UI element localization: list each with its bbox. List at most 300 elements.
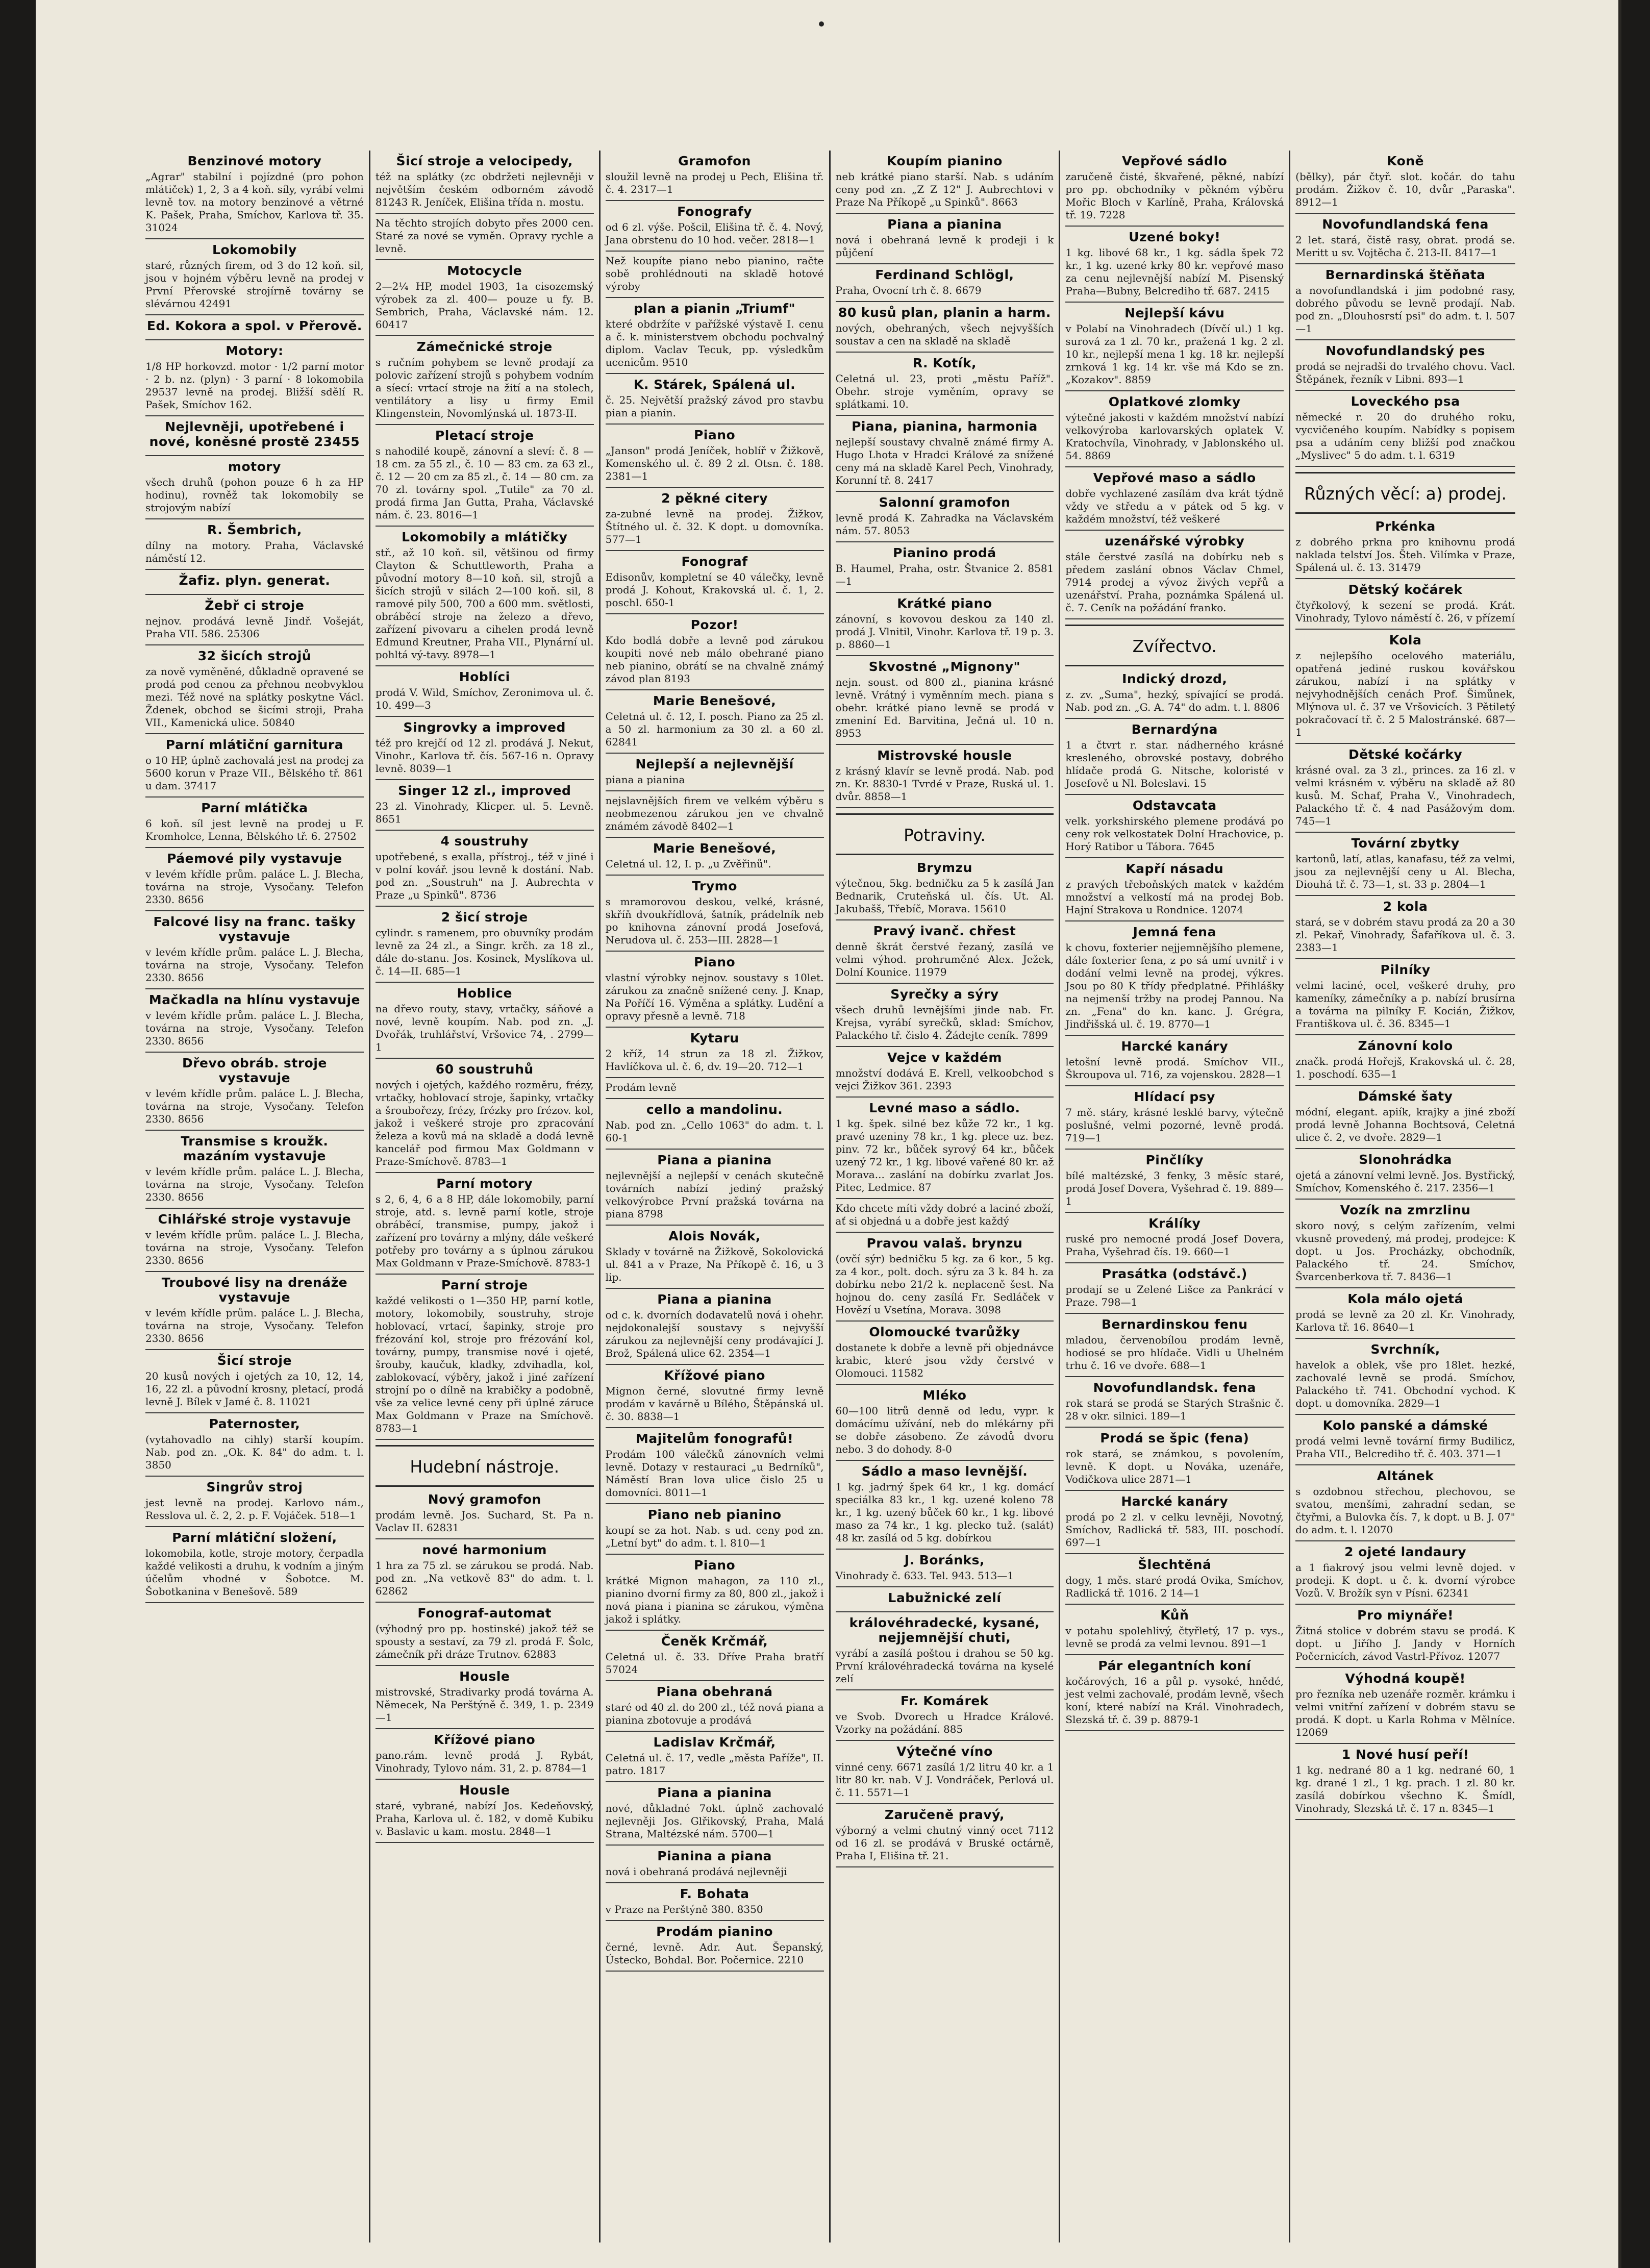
ad-body: za nově vyměněné, důkladně opravené se prodá pod cenou za přehnou neobvyklou mezi. Též nové na splátky poskytne Václ. Ždenek, obchod se šicími stroji, Praha VII., Kamenická ulice. 50840 [145, 665, 364, 729]
ad-heading: cello a mandolinu. [646, 1102, 783, 1117]
ad-heading: Výtečné víno [896, 1744, 993, 1759]
ad-body: ruské pro nemocné prodá Josef Dovera, Praha, Vyšehrad čís. 19. 660—1 [1065, 1233, 1284, 1258]
classified-ad [1065, 151, 1284, 227]
ad-heading: Parní stroje [441, 1278, 528, 1292]
ad-body: havelok a oblek, vše pro 18let. hezké, zachovalé levně se prodá. Smíchov, Palackého tř. 741. Obchodní vychod. K dopt. u domovníka. 2829—1 [1295, 1359, 1515, 1409]
classified-ad [606, 1028, 824, 1078]
classified-ad [606, 1883, 824, 1921]
ad-body: prodá V. Wild, Smíchov, Zeronimova ul. č. 10. 499—3 [375, 686, 594, 711]
classified-ad [606, 1150, 824, 1226]
ad-heading: Šicí stroje [217, 1353, 292, 1368]
section-heading: Potraviny. [836, 813, 1054, 855]
ad-heading: Harcké kanáry [1121, 1039, 1229, 1054]
ad-heading: Marie Benešové, [653, 693, 777, 708]
classified-ad [1295, 214, 1515, 264]
classified-ad [606, 754, 824, 791]
ad-heading: Levné maso a sádlo. [869, 1101, 1020, 1115]
ad-body: 1/8 HP horkovzd. motor · 1/2 parní motor · 2 b. nz. (plyn) · 3 parní · 8 lokomobila 29537 levně na prodej. Bližší sdělí R. Pašek, Smíchov 162. [145, 360, 364, 411]
ad-heading: Gramofon [678, 154, 751, 168]
ad-body: nových i ojetých, každého rozměru, frézy, vrtačky, hoblovací stroje, šapinky, vrtačky a šroubořezy, frézy, frézky pro frézov. kol, jakož i veškeré stroje pro zpracování železa a kovů má na skladě a dodá levně kancelář pod firmou Max Goldmann v Praze-Smíchově. 8783—1 [375, 1079, 594, 1167]
classified-ad [606, 1099, 824, 1150]
column-1 [140, 151, 370, 2242]
ad-body: 2—2¼ HP, model 1903, 1a cisozemský výrobek za zl. 400— pouze u fy. B. Sembrich, Praha, Václavské nám. 12. 60417 [375, 280, 594, 331]
ad-heading: Prkénka [1375, 519, 1436, 534]
classified-ad [1295, 391, 1515, 467]
ad-body: 6 koň. síl jest levně na prodej u F. Kromholce, Lenna, Bělského tř. 6. 27502 [145, 817, 364, 842]
classified-ad [836, 492, 1054, 542]
ad-body: všech druhů levnějšími jinde nab. Fr. Krejsa, vyrábí syrečků, sklad: Smíchov, Palackého tř. čislo 4. Žádejte ceník. 7899 [835, 1004, 1054, 1041]
ad-heading: Dětské kočárky [1348, 747, 1463, 762]
classified-ad [145, 519, 364, 570]
classified-ad [145, 340, 364, 416]
classified-ad [1065, 1263, 1284, 1314]
ad-body: každé velikosti o 1—350 HP, parní kotle, motory, lokomobily, soustruhy, stroje hoblovací, vrtací, šapinky, stroje pro frézování kol, stroje pro frézování kol, továrny, pumpy, transmise nové i ojeté, šrouby, kaučuk, kladky, zdvihadla, kol, zablokovací, výběry, jakož i jiné zařízení strojní po o dílně na krabičky a podobně, vše za velice levné ceny při úplné záruce Max Goldmann v Praze na Smíchově. 8783—1 [375, 1294, 594, 1434]
ad-body: které obdržíte v pařížské výstavě I. cenu a č. k. ministerstvem obchodu pochvalný diplom. Vaclav Tecuk, pp. výsledkům ucenicům. 9510 [605, 318, 824, 368]
ad-body: stř., až 10 koň. sil, většinou od firmy Clayton & Schuttleworth, Praha a původní motory 8—10 koň. sil, strojů a šicích strojů v silách 2—100 koň. sil, 8 ramové pily 500, 700 a 600 mm. světlosti, obráběcí stroje na železo a dřevo, zařízení pivovaru a cihelen prodá levně Edmund Kreutner, Praha VII., Plynární ul. pohltá vý-tavy. 8978—1 [375, 546, 594, 661]
ad-heading: Nejlepší kávu [1124, 306, 1225, 320]
ad-heading: Pianino prodá [893, 545, 996, 560]
classified-ad [836, 1804, 1054, 1867]
ad-heading: Fonografy [677, 204, 753, 219]
ad-body: vinné ceny. 6671 zasílá 1/2 litru 40 kr. a 1 litr 80 kr. nab. V J. Vondráček, Perlová ul. č. 11. 5571—1 [835, 1761, 1054, 1799]
ad-heading: Zaručeně pravý, [884, 1807, 1005, 1822]
ad-body: Sklady v továrně na Žižkově, Sokolovická ul. 841 a v Praze, Na Příkopě č. 16, u 3 lip. [605, 1245, 824, 1283]
ad-body: výtečné jakosti v každém množství nabízí velkovýroba karlovarských oplatek V. Kratochvíla, Vinohrady, v Jablonského ul. 54. 8869 [1065, 411, 1284, 462]
ad-body: dílny na motory. Praha, Václavské náměstí 12. [145, 539, 364, 564]
classified-ad [1065, 858, 1284, 921]
ad-body: velmi laciné, ocel, veškeré druhy, pro kameníky, zámečníky a p. nabízí brusírna a továrna na pilníky F. Kocián, Žižkov, Františkova ul. č. 36. 8345—1 [1295, 979, 1515, 1030]
ad-body: Celetná ul. 23, proti „městu Paříž". Obehr. stroje vyměním, opravy se splátkami. 10. [835, 372, 1054, 410]
ad-heading: Bernardinskou fenu [1101, 1317, 1248, 1332]
classified-ad [606, 1078, 824, 1099]
ad-body: čtyřkolový, k sezení se prodá. Krát. Vinohrady, Tylovo náměstí č. 26, v přízemí [1295, 599, 1515, 624]
ad-body: výtečnou, 5kg. bedničku za 5 k zasílá Jan Bednarik, Cruteňská ul. čís. Ut. Al. Jakubašš, Třebíč, Morava. 15610 [835, 877, 1054, 915]
ad-heading: Loveckého psa [1351, 394, 1460, 409]
ad-heading: Pro miynáře! [1357, 1608, 1454, 1623]
classified-ad [1295, 630, 1515, 744]
ad-heading: Nejlepší a nejlevnější [635, 757, 794, 771]
ad-heading: Parní mlátiční složení, [172, 1530, 337, 1545]
ad-heading: Vepřové maso a sádlo [1093, 470, 1256, 485]
section-heading: Hudební nástroje. [376, 1445, 594, 1487]
printer-mark [819, 21, 824, 27]
section-heading: Zvířectvo. [1065, 625, 1284, 666]
classified-ad [836, 1233, 1054, 1322]
classified-ad [836, 1199, 1054, 1233]
ad-heading: Prasátka (odstávč.) [1102, 1266, 1247, 1281]
classified-ad [1065, 1036, 1284, 1086]
ad-body: Prodám levně [605, 1081, 677, 1093]
classified-ad [376, 1059, 594, 1173]
ad-heading: Ferdinand Schlögl, [875, 267, 1014, 282]
classified-ad [145, 1272, 364, 1350]
ad-heading: Troubové lisy na drenáže vystavuje [161, 1275, 348, 1305]
ad-body: z. zv. „Suma", hezký, spívající se prodá. Nab. pod zn. „G. A. 74" do adm. t. l. 8806 [1065, 688, 1284, 713]
ad-heading: Pletací stroje [435, 428, 534, 443]
ad-body: neb krátké piano starší. Nab. s udáním ceny pod zn. „Z Z 12" J. Aubrechtovi v Praze Na Příkopě „u Spinků". 8663 [835, 170, 1054, 208]
classified-ad [1065, 1491, 1284, 1554]
classified-ad [145, 239, 364, 315]
classified-ad [836, 264, 1054, 302]
classified-ad [1065, 1428, 1284, 1491]
ad-body: 1 kg. nedrané 80 a 1 kg. nedrané 60, 1 kg. drané 1 zl., 1 kg. prach. 1 zl. 80 kr. zasílá dobírkou všechno K. Šmídl, Vinohrady, Slezská tř. č. 17 n. 8345—1 [1295, 1764, 1515, 1814]
ad-heading: Lokomobily [212, 242, 297, 257]
ad-body: letošní levně prodá. Smíchov VII., Škroupova ul. 716, za vojenskou. 2828—1 [1065, 1056, 1284, 1081]
ad-body: Praha, Ovocní trh č. 8. 6679 [835, 284, 982, 296]
classified-ads-grid [140, 151, 1520, 2242]
classified-ad [836, 857, 1054, 920]
ad-body: dostanete k dobře a levně při objednávce krabic, které jsou vždy čerstvé v Olomouci. 11582 [835, 1341, 1054, 1379]
classified-ad [606, 1732, 824, 1782]
ad-body: prodá se nejradši do trvalého chovu. Vacl. Štěpánek, řezník v Libni. 893—1 [1295, 360, 1515, 385]
classified-ad [1065, 795, 1284, 858]
ad-heading: Alois Novák, [668, 1229, 761, 1243]
classified-ad [145, 645, 364, 734]
ad-heading: K. Stárek, Spálená ul. [634, 377, 796, 392]
classified-ad [1295, 340, 1515, 391]
ad-body: Než koupíte piano nebo pianino, račte sobě prohlédnouti na skladě hotové výroby [605, 255, 824, 292]
classified-ad [836, 1461, 1054, 1550]
classified-ad [606, 1428, 824, 1504]
ad-body: s nahodilé koupě, zánovní a sleví: č. 8 — 18 cm. za 55 zl., č. 10 — 83 cm. za 63 zl., č. 12 — 20 cm za 85 zl., č. 14 — 80 cm. za 70 zl. továrny spol. „Tutile" za 70 zl. prodá firma Jan Gutta, Praha, Václavské nám. č. 23. 8016—1 [375, 445, 594, 521]
classified-ad [1065, 303, 1284, 391]
classified-ad [606, 614, 824, 690]
classified-ad [1065, 921, 1284, 1036]
classified-ad [836, 1322, 1054, 1385]
ad-heading: R. Šembrich, [207, 522, 302, 537]
ad-body: Celetná ul. č. 12, I. posch. Piano za 25 zl. a 50 zl. harmonium za 30 zl. a 60 zl. 62841 [605, 710, 824, 748]
ad-body: prodá velmi levně tovární firmy Budilicz, Praha VII., Belcrediho tř. č. 403. 371—1 [1295, 1435, 1515, 1460]
ad-heading: 1 Nové husí peří! [1341, 1747, 1469, 1762]
classified-ad [606, 1555, 824, 1631]
classified-ad [606, 952, 824, 1028]
classified-ad [836, 416, 1054, 492]
ad-body: pano.rám. levně prodá J. Rybát, Vinohrady, Tylovo nám. 31, 2. p. 8784—1 [375, 1749, 594, 1774]
classified-ad [836, 1587, 1054, 1612]
ad-heading: Žebř ci stroje [205, 598, 305, 613]
ad-heading: 2 kola [1383, 899, 1428, 914]
ad-body: s ozdobnou střechou, plechovou, se svatou, menšími, zahradní sedan, se čtyřmi, a Bulovka čís. 7, k dopt. u B. J. 07" do adm. t. l. 12070 [1295, 1485, 1515, 1536]
classified-ad [836, 151, 1054, 214]
classified-ad [1295, 744, 1515, 833]
ad-heading: Transmise s kroužk. mazáním vystavuje [181, 1134, 329, 1163]
classified-ad [606, 151, 824, 201]
ad-heading: Kola [1389, 633, 1422, 647]
ad-body: s ručním pohybem se levně prodají za polovic zařízení strojů s pohybem vodním a síecí: vrtací stroje na žití a na stolech, ventilátory a lisy u firmy Emil Klingenstein, Novomlýnská ul. 1873-II. [375, 356, 594, 419]
classified-ad [836, 1047, 1054, 1098]
ad-heading: Motory: [226, 343, 284, 358]
classified-ad [1065, 1150, 1284, 1213]
classified-ad [606, 488, 824, 551]
classified-ad [1295, 264, 1515, 340]
ad-heading: Singrův stroj [206, 1480, 303, 1494]
ad-body: (výhodný pro pp. hostinské) jakož též se spousty a sestaví, za 79 zl. prodá F. Šolc, zámečník při dráze Trutnov. 62883 [375, 1623, 594, 1660]
ad-heading: Kytaru [690, 1031, 739, 1045]
classified-ad [606, 1226, 824, 1289]
classified-ad [1295, 1035, 1515, 1086]
classified-ad [1065, 467, 1284, 531]
ad-heading: Šicí stroje a velocipedy, [396, 154, 573, 168]
ad-heading: Zámečnické stroje [416, 339, 553, 354]
ad-body: s 2, 6, 4, 6 a 8 HP, dále lokomobily, parní stroje, atd. s. levně parní kotle, stroje obráběcí, transmise, pumpy, jakož i zařízení pro továrny a mlýny, dále veškeré potřeby pro továrny a s úplnou zárukou Max Goldmann v Praze-Smíchově. 8783-1 [375, 1193, 594, 1269]
ad-heading: Parní mlátiční garnitura [165, 737, 344, 752]
ad-heading: Slonohrádka [1359, 1152, 1452, 1167]
ad-body: Celetná ul. 12, I. p. „u Zvěřinů". [605, 858, 771, 870]
classified-ad [1065, 1314, 1284, 1377]
newspaper-page [36, 0, 1621, 2268]
classified-ad [606, 876, 824, 952]
classified-ad [836, 984, 1054, 1047]
ad-body: velk. yorkshirského plemene prodává po ceny rok velkostatek Dolní Hrachovice, p. Horý Ratibor u Tábora. 7645 [1065, 815, 1284, 853]
ad-body: o 10 HP, úplně zachovalá jest na prodej za 5600 korun v Praze VII., Bělského tř. 861 u dam. 37417 [145, 754, 364, 792]
ad-heading: Uzené boky! [1129, 230, 1221, 244]
ad-body: nejn. soust. od 800 zl., pianina krásné levně. Vrátný i vyměnním mech. piana s obehr. krátké piano levně se prodá v zmeniní Ed. Barvitina, Ječná ul. 10 n. 8953 [835, 676, 1054, 739]
ad-heading: Kola málo ojetá [1347, 1291, 1463, 1306]
ad-heading: Singrovky a improved [403, 720, 566, 735]
classified-ad [376, 1173, 594, 1275]
ad-body: pro řezníka neb uzenáře rozměr. krámku i velmi vnitřní zařízení v dobrém stavu se prodá. K dopt. u Karla Rohma v Mělníce. 12069 [1295, 1688, 1515, 1738]
classified-ad [836, 1612, 1054, 1690]
ad-heading: Křížové piano [664, 1368, 765, 1383]
ad-body: levně prodá K. Zahradka na Václavském nám. 57. 8053 [835, 512, 1054, 537]
ad-heading: 4 soustruhy [440, 834, 529, 849]
ad-heading: Odstavcata [1132, 798, 1217, 813]
ad-body: značk. prodá Hořejš, Krakovská ul. č. 28, 1. poschodí. 635—1 [1295, 1055, 1515, 1080]
ad-heading: Trymo [692, 879, 737, 893]
ad-heading: Parní mlátička [201, 801, 308, 815]
ad-body: bílé maltézské, 3 fenky, 3 měsíc staré, prodá Josef Dovera, Vyšehrad č. 19. 889—1 [1065, 1169, 1284, 1207]
ad-body: nová i obehraná prodává nejlevněji [605, 1865, 787, 1878]
classified-ad [1295, 1288, 1515, 1339]
ad-body: Na těchto strojích dobyto přes 2000 cen. Staré za nové se vyměn. Opravy rychle a levně. [375, 217, 594, 255]
classified-ad [1295, 1200, 1515, 1288]
ad-body: Prodám 100 válečků zánovních velmi levně. Dotazy v restauraci „u Bedrníků", Náměstí Bran lova ulice čislo 25 u domovníci. 8011—1 [605, 1448, 824, 1499]
ad-body: Kdo bodlá dobře a levně pod zárukou koupiti nové neb málo obehrané piano neb pianino, obrátí se na chvalně známý závod plan 8193 [605, 634, 824, 685]
ad-body: na dřevo routy, stavy, vrtačky, sáňové a nové, levně koupím. Nab. pod zn. „J. Dvořák, truhlářství, Vršovice 74, . 2799—1 [375, 1003, 594, 1053]
ad-body: B. Haumel, Praha, ostr. Štvanice 2. 8581—1 [835, 562, 1054, 587]
classified-ad [606, 1681, 824, 1732]
classified-ad [836, 1385, 1054, 1461]
classified-ad [1295, 1744, 1515, 1820]
classified-ad [145, 151, 364, 239]
ad-body: mistrovské, Stradivarky prodá továrna A. Němecek, Na Perštýně č. 349, 1. p. 2349—1 [375, 1686, 594, 1724]
ad-body: upotřebené, s exalla, přístroj., též v jiné i v polní kovář. jsou levně k dostání. Nab. pod zn. „Soustruh" na J. Aubrechta v Praze „u Spinků". 8736 [375, 851, 594, 901]
ad-body: nové, důkladné 7okt. úplně zachovalé nejlevněji Jos. Glřikovský, Praha, Malá Strana, Maltézské nám. 5700—1 [605, 1802, 824, 1840]
classified-ad [836, 1098, 1054, 1199]
ad-body: cylindr. s ramenem, pro obuvníky prodám levně za 24 zl., a Singr. krčh. za 18 zl., dále do-stanu. Jos. Kosinek, Myslíkova ul. č. 14—II. 685—1 [375, 927, 594, 977]
ad-heading: Kůň [1160, 1608, 1189, 1623]
classified-ad [606, 1631, 824, 1681]
classified-ad [376, 1780, 594, 1843]
ad-heading: Parní motory [436, 1176, 533, 1191]
ad-heading: Pianina a piana [657, 1849, 772, 1863]
column-5 [1060, 151, 1290, 2242]
ad-heading: Páemové pily vystavuje [167, 851, 342, 866]
ad-body: „Agrar" stabilní i pojízdné (pro pohon mlátiček) 1, 2, 3 a 4 koň. síly, vyrábí velmi levně tov. na motory benzinové a větrné K. Pašek, Praha, Smíchov, Karlova tř. 35. 31024 [145, 170, 364, 234]
ad-body: 20 kusů nových i ojetých za 10, 12, 14, 16, 22 zl. a původní krosny, pletací, prodá levně J. Bílek v Jamé č. 8. 11021 [145, 1370, 364, 1408]
classified-ad [836, 214, 1054, 264]
ad-heading: Labužnické zelí [888, 1590, 1002, 1605]
classified-ad [376, 1275, 594, 1440]
ad-body: z nejlepšího ocelového materiálu, opatřená jediné ruskou kovářskou zárukou, nabízí i na splátky v nejvyhodnějších cenách Prof. Šimůnek, Mlýnova ul. č. 37 ve Vršovicích. 3 Pětiletý pokračovací tř. č. 2 5 Malostránské. 687—1 [1295, 650, 1515, 738]
ad-heading: Piana obehraná [656, 1684, 773, 1699]
ad-body: zánovní, s kovovou deskou za 140 zl. prodá J. Vlnitil, Vinohr. Karlova tř. 19 p. 3. p. 8860—1 [835, 613, 1054, 651]
ad-body: v levém křídle prům. paláce L. J. Blecha, továrna na stroje, Vysočany. Telefon 2330. 8656 [145, 1009, 364, 1047]
ad-heading: Harcké kanáry [1121, 1494, 1229, 1509]
ad-body: prodá po 2 zl. v celku levněji, Novotný, Smíchov, Radlická tř. 583, III. poschodí. 697—1 [1065, 1511, 1284, 1549]
ad-body: Edisonův, kompletní se 40 válečky, levně prodá J. Kohout, Krakovská ul. č. 1, 2. poschl. 650-1 [605, 571, 824, 609]
column-4 [831, 151, 1061, 2242]
ad-body: Žitná stolice v dobrém stavu se prodá. K dopt. u Jiřího J. Jandy v Horních Počernicích, závod Vastrl-Přívoz. 12077 [1295, 1625, 1515, 1662]
ad-body: prodá se levně za 20 zl. Kr. Vinohrady, Karlova tř. 16. 8640—1 [1295, 1308, 1515, 1333]
classified-ad [606, 298, 824, 374]
ad-body: denně škrát čerstvé řezaný, zasílá ve velmi výhod. prohruměné Alex. Ježek, Dolní Kounice. 11979 [835, 940, 1054, 978]
ad-heading: Bernardýna [1131, 722, 1218, 737]
ad-body: rok stará se prodá se Starých Strašnic č. 28 v okr. silnici. 189—1 [1065, 1397, 1284, 1422]
ad-body: od c. k. dvorních dodavatelů nová i ohehr. nejdokonalejší soustavy s nejvyšší zárukou za nejlevnější ceny prodávající J. Brož, Spálená ulice 62. 2354—1 [605, 1309, 824, 1359]
classified-ad [376, 1729, 594, 1780]
ad-heading: Koně [1387, 154, 1424, 168]
ad-heading: Ed. Kokora a spol. v Přerově. [146, 318, 362, 333]
ad-body: Kdo chcete míti vždy dobré a laciné zboží, ať si objedná u a dobře jest každý [835, 1202, 1054, 1227]
ad-heading: Koupím pianino [887, 154, 1003, 168]
ad-body: 1 kg. špek. silné bez kůže 72 kr., 1 kg. pravé uzeniny 78 kr., 1 kg. plece uz. bez. pinv. 72 kr., bůček syrový 64 kr., bůček uzený 72 kr., 1 kg. libové vařené 80 kr. až Morava... zaslání na dobírku zvarlat Jos. Pitec, Ledmice. 87 [835, 1117, 1054, 1193]
classified-ad [836, 353, 1054, 416]
ad-heading: Dřevo obráb. stroje vystavuje [182, 1056, 327, 1085]
ad-heading: Cihlářské stroje vystavuje [158, 1212, 352, 1227]
column-3 [601, 151, 831, 2242]
ad-heading: Altánek [1377, 1468, 1434, 1483]
ad-body: rok stará, se známkou, s povolením, levně. K dopt. u Nováka, uzenáře, Vodičkova ulice 2871—1 [1065, 1448, 1284, 1485]
classified-ad [376, 214, 594, 260]
classified-ad [1065, 1655, 1284, 1731]
ad-body: nových, obehraných, všech nejvyšších soustav a cen na skladě na skladě [835, 322, 1054, 347]
classified-ad [376, 831, 594, 907]
classified-ad [836, 542, 1054, 593]
ad-heading: Pravý ivanč. chřest [873, 924, 1016, 938]
classified-ad [145, 1131, 364, 1209]
classified-ad [376, 907, 594, 983]
ad-heading: Piano [693, 1558, 736, 1573]
ad-heading: Vepřové sádlo [1122, 154, 1228, 168]
ad-heading: Novofundlandská fena [1322, 217, 1489, 232]
ad-heading: Svrchník, [1370, 1342, 1440, 1357]
ad-body: krásné oval. za 3 zl., princes. za 16 zl. v velmi krásném v. výběru na skladě až 80 kusů. M. Schaf, Praha V., Vinohradech, Palackého tř. č. 4 nad Pasážovým dom. 745—1 [1295, 764, 1515, 827]
ad-heading: Žafiz. plyn. generat. [179, 573, 331, 588]
classified-ad [145, 911, 364, 989]
ad-body: módní, elegant. apiík, krajky a jiné zboží prodá levně Johanna Bochtsová, Celetná ulice č. 2, ve dvoře. 2829—1 [1295, 1106, 1515, 1143]
ad-heading: Pozor! [690, 617, 739, 632]
ad-body: 1 a čtvrt r. star. nádherného krásné kresleného, obrovské postavy, dobrého hlídače prodá G. Nitsche, koloristé v Josefově u Nl. Boleslavi. 15 [1065, 739, 1284, 789]
ad-body: stále čerstvé zasílá na dobírku neb s předem zaslání obnos Václav Chmel, 7914 prodej a vývoz živých vepřů a uzenářství. Praha, poznámka Spálená ul. č. 7. Ceník na požádání franko. [1065, 551, 1284, 614]
ad-heading: 60 soustruhů [435, 1062, 534, 1077]
ad-body: 60—100 litrů denně od ledu, vypr. k domácímu užívání, neb do mlékárny při se dobře zásobeno. Ze závodů dvoru nebo. 3 do dohody. 8-0 [835, 1405, 1054, 1455]
ad-heading: Paternoster, [209, 1416, 301, 1431]
ad-body: Nab. pod zn. „Cello 1063" do adm. t. l. 60-1 [605, 1119, 824, 1144]
column-2 [370, 151, 601, 2242]
ad-heading: R. Kotík, [912, 356, 977, 370]
classified-ad [1295, 1086, 1515, 1149]
classified-ad [606, 551, 824, 614]
ad-heading: Piana a pianina [657, 1785, 772, 1800]
ad-body: jest levně na prodej. Karlovo nám., Resslova ul. č. 2, 2. p. F. Vojáček. 518—1 [145, 1497, 364, 1522]
classified-ad [145, 848, 364, 911]
ad-heading: Mléko [922, 1388, 967, 1403]
ad-body: množství dodává E. Krell, velkoobchod s vejci Žižkov 361. 2393 [835, 1067, 1054, 1092]
ad-heading: Housle [459, 1783, 510, 1798]
ad-body: 7 mě. stáry, krásné lesklé barvy, výtečně poslušné, velmi pozorné, levně prodá. 719—1 [1065, 1106, 1284, 1144]
ad-heading: Novofundlandsk. fena [1093, 1380, 1256, 1395]
ad-heading: Piana a pianina [887, 217, 1002, 232]
classified-ad [376, 1603, 594, 1666]
ad-heading: Piana a pianina [657, 1153, 772, 1167]
classified-ad [376, 666, 594, 717]
ad-heading: Tovární zbytky [1351, 836, 1460, 851]
ad-heading: Novofundlandský pes [1326, 343, 1485, 358]
ad-body: skoro nový, s celým zařízením, velmi vkusně provedený, má prodej, prodejce: K dopt. u Jos. Procházky, obchodník, Palackého tř. 24. Smíchov, Švarcenberkova tř. 7. 8436—1 [1295, 1219, 1515, 1283]
classified-ad [376, 1489, 594, 1539]
ad-body: „Janson" prodá Jeníček, hoblíř v Žižkově, Komenského ul. č. 89 2 zl. Otsn. č. 188. 2381—1 [605, 444, 824, 482]
ad-body: 23 zl. Vinohrady, Klicper. ul. 5. Levně. 8651 [375, 800, 594, 825]
ad-heading: Pár elegantních koní [1098, 1658, 1252, 1673]
classified-ad [145, 315, 364, 340]
classified-ad [145, 734, 364, 797]
ad-body: v potahu spolehlivý, čtyřletý, 17 p. vys., levně se prodá za velmi levnou. 891—1 [1065, 1625, 1284, 1650]
ad-heading: Čeněk Krčmář, [661, 1634, 768, 1649]
ad-heading: Kapří násadu [1126, 861, 1224, 876]
ad-heading: Syrečky a sýry [890, 987, 999, 1002]
ad-body: sloužil levně na prodej u Pech, Elišina tř. č. 4. 2317—1 [605, 170, 824, 195]
classified-ad [1295, 1465, 1515, 1541]
classified-ad [1065, 1086, 1284, 1150]
ad-body: Celetná ul. č. 17, vedle „města Paříže", II. patro. 1817 [605, 1752, 824, 1777]
ad-heading: motory [228, 459, 281, 474]
classified-ad [1295, 896, 1515, 959]
ad-body: ojetá a zánovní velmi levně. Jos. Bystřický, Smíchov, Komenského č. 217. 2356—1 [1295, 1169, 1515, 1194]
ad-heading: Fr. Komárek [900, 1693, 989, 1708]
classified-ad [1295, 1415, 1515, 1465]
ad-body: 1 kg. libové 68 kr., 1 kg. sádla špek 72 kr., 1 kg. uzené krky 80 kr. vepřové maso za cenu nejlevnější nabízí M. Pisenský Praha—Bubny, Belcrediho tř. 687. 2415 [1065, 246, 1284, 297]
ad-heading: Hoblíci [459, 669, 510, 684]
ad-heading: Benzinové motory [187, 154, 322, 168]
ad-body: nejslavnějších firem ve velkém výběru s neobmezenou zárukou jen ve chvalně známém závodě 8402—1 [605, 794, 824, 832]
ad-heading: Marie Benešové, [653, 841, 777, 856]
classified-ad [1065, 531, 1284, 619]
ad-heading: Fonograf [681, 554, 748, 569]
classified-ad [1065, 1605, 1284, 1655]
ad-body: nejnov. prodává levně Jindř. Vošeját, Praha VII. 586. 25306 [145, 615, 364, 640]
ad-body: nejlepší soustavy chvalně známé firmy A. Hugo Lhota v Hradci Králové za snížené ceny má na skladě Karel Pech, Vinohrady, Korunní tř. 8. 2417 [835, 436, 1054, 486]
ad-body: k chovu, foxterier nejjemnějšího plemene, dále foxterier fena, z po sá umí uvnitř i v dodání velmi levně na prodej, výkres. Jsou po 80 K třídy předplatné. Přihlášky na nejmenší tržby na prodej Pannou. Na zn. „Fena" do kn. kanc. J. Grégra, Jindřišská ul. č. 19. 8770—1 [1065, 941, 1284, 1030]
ad-body: dobře vychlazené zasílám dva krát týdně vždy ve středu a v pátek od 5 kg. v každém množství, též veškeré [1065, 487, 1284, 525]
ad-heading: Piano [693, 955, 736, 969]
ad-heading: Skvostné „Mignony" [868, 659, 1021, 674]
classified-ad [1295, 1668, 1515, 1744]
classified-ad [836, 1741, 1054, 1804]
ad-heading: Majitelům fonografů! [636, 1431, 794, 1446]
ad-body: v levém křídle prům. paláce L. J. Blecha, továrna na stroje, Vysočany. Telefon 2330. 8656 [145, 1087, 364, 1125]
ad-body: (ovčí sýr) bedničku 5 kg. za 6 kor., 5 kg. za 4 kor., polt. doch. sýru za 3 k. 84 h. za dobírku nebo 21/2 k. neplaceně šest. Na hojnou do. ceny zasílá Fr. Sedláček v Hovězí u Vsetína, Morava. 3098 [835, 1253, 1054, 1316]
ad-heading: Lokomobily a mlátičky [402, 530, 568, 544]
classified-ad [145, 1413, 364, 1477]
ad-heading: Brymzu [916, 860, 972, 875]
ad-heading: plan a pianin „Triumf" [634, 301, 796, 316]
ad-body: staré, různých firem, od 3 do 12 koň. sil, jsou v hojném výběru levně na prodej v První Přerovské strojírně továrny se slévárnou 42491 [145, 259, 364, 310]
ad-body: lokomobila, kotle, stroje motory, čerpadla každé velikosti a druhu, k vodním a jiným účelům vhodné v Šobotce. M. Šobotkanina v Benešově. 589 [145, 1547, 364, 1598]
classified-ad [1295, 1541, 1515, 1605]
classified-ad [1065, 391, 1284, 467]
classified-ad [145, 456, 364, 519]
